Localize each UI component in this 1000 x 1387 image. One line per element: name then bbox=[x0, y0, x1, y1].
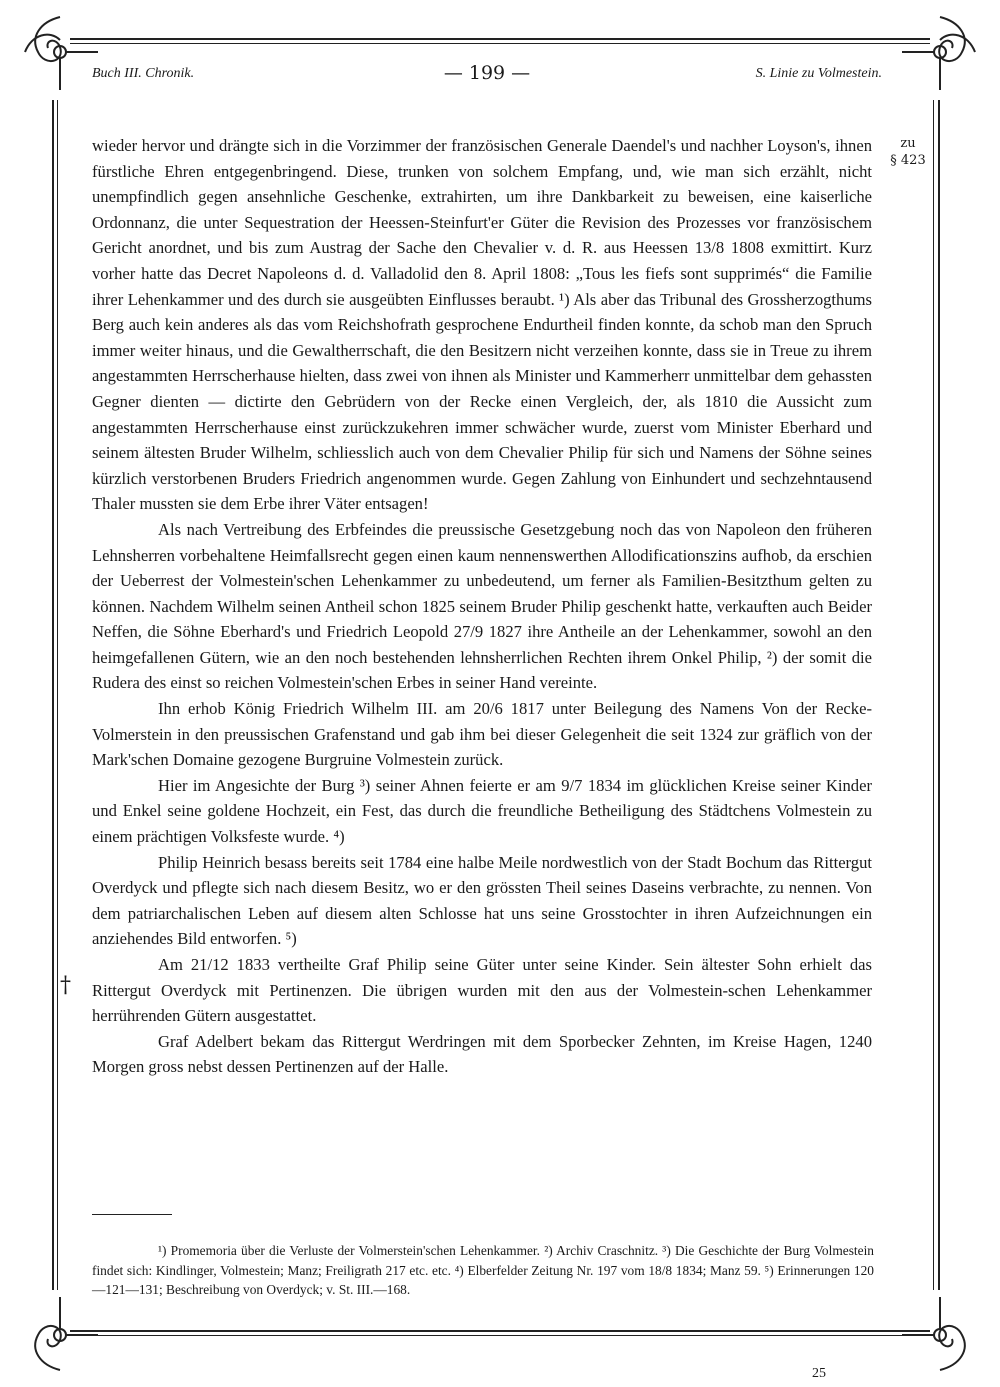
running-header bbox=[92, 62, 882, 92]
corner-ornament-bottom-right bbox=[900, 1295, 980, 1375]
corner-ornament-top-left bbox=[20, 12, 100, 92]
frame-right-line bbox=[938, 100, 940, 1290]
header-left: Buch III. Chronik. bbox=[92, 66, 195, 81]
body-text bbox=[92, 133, 872, 1080]
corner-ornament-bottom-left bbox=[20, 1295, 100, 1375]
footnotes bbox=[92, 1241, 874, 1300]
paragraph-5: Philip Heinrich besass bereits seit 1784 eine halbe Meile nordwestlich von der Stadt Bochum das Rittergut Overdyck und pflegte sich nach diesem Besitz, wo er den grössten Theil seines Daseins verbrachte, zu nennen. Von dem patriarchalischen Leben auf diesem alten Schlosse hat uns seine Grosstochter in ihren Aufzeichnungen ein anziehendes Bild entworfen. ⁵) bbox=[92, 852, 872, 949]
footnote-text: ¹) Promemoria über die Verluste der Volmerstein'schen Lehenkammer. ²) Archiv Craschnitz. ³) Die Geschichte der Burg Volmestein findet sich: Kindlinger, Volmestein; Manz; Freiligrath 217 etc. etc. ⁴) Elberfelder Zeitung Nr. 197 vom 18/8 1834; Manz 59. ⁵) Erinnerungen 120—121—131; Beschreibung von Overdyck; v. St. III.—168. bbox=[92, 1243, 874, 1297]
frame-top-line bbox=[70, 38, 930, 40]
paragraph-7: Graf Adelbert bekam das Rittergut Werdringen mit dem Sporbecker Zehnten, im Kreise Hagen, 1240 Morgen gross nebst dessen Pertinenzen auf der Halle. bbox=[92, 1031, 872, 1077]
margin-note-line2: § 423 bbox=[890, 153, 926, 168]
paragraph-1: wieder hervor und drängte sich in die Vorzimmer der französischen Generale Daendel's und nachher Loyson's, ihnen fürstliche Ehren entgegenbringend. Diese, trunken von solchem Empfang, und, wie man sich erzählt, nicht unempfindlich gegen ansehnliche Geschenke, extrahirten, um ihre Dankbarkeit zu beweisen, eine kaiserliche Ordonnanz, die unter Sequestration der Heessen-Steinfurt'er Güter die Revision des Prozesses vor französischem Gericht anordnet, und bis zum Austrag der Sache den Chevalier v. d. R. aus Heessen 13/8 1808 exmittirt. Kurz vorher hatte das Decret Napoleons d. d. Valladolid den 8. April 1808: „Tous les fiefs sont supprimés“ die Familie ihrer Lehenkammer und des durch sie ausgeübten Einflusses beraubt. ¹) Als aber das Tribunal des Grossherzogthums Berg auch kein anderes als das vom Reichshofrath gesprochene Endurtheil finden konnte, da schob man den Spruch immer weiter hinaus, und die Gewaltherrschaft, die den Besitzern nicht verzeihen konnte, dass sie in Treue zu ihrem angestammten Herrscherhause hielten, dass zwei von ihnen als Minister und Kammerherr unmittelbar dem gehassten Gegner dienten — dictirte den Gebrüdern von der Recke einen Vergleich, der, als 1810 die Aussicht zum angestammten Herrscherhause einst zurückzukehren immer schwächer wurde, zuerst vom Minister Eberhard und seinem ältesten Bruder Wilhelm, schliesslich auch von dem Chevalier Philip für sich und Namens der Söhne seines kürzlich verstorbenen Bruders Friedrich angenommen wurde. Gegen Zahlung von Einhundert und sechzehntausend Thaler mussten sie dem Erbe ihrer Väter entsagen! bbox=[92, 136, 872, 514]
paragraph-2: Als nach Vertreibung des Erbfeindes die preussische Gesetzgebung noch das von Napoleon den früheren Lehnsherren vorbehaltene Heimfallsrecht gegen einen kaum nennenswerthen Allodificationszins aufhob, da erschien der Ueberrest der Volmestein'schen Lehenkammer zu unbedeutend, um ferner als Familien-Besitzthum gelten zu können. Nachdem Wilhelm seinen Antheil schon 1825 seinem Bruder Philip geschenkt hatte, verkauften auch Beider Neffen, die Söhne Eberhard's und Friedrich Leopold 27/9 1827 ihre Antheile an der Lehenkammer, sowohl an den heimgefallenen Gütern, wie an den noch bestehenden lehnsherrlichen Rechten ihrem Onkel Philip, ²) der somit die Rudera des einst so reichen Volmestein'schen Erbes in seiner Hand vereinte. bbox=[92, 519, 872, 693]
page-number: — 199 — bbox=[443, 62, 531, 84]
frame-right-line-inner bbox=[933, 100, 934, 1290]
header-right: S. Linie zu Volmestein. bbox=[755, 66, 882, 81]
bottom-page-number: 25 bbox=[812, 1366, 826, 1381]
frame-bottom-line-inner bbox=[70, 1335, 930, 1336]
margin-note-line1: zu bbox=[900, 136, 916, 151]
margin-note bbox=[888, 135, 928, 169]
paragraph-4: Hier im Angesichte der Burg ³) seiner Ahnen feierte er am 9/7 1834 im glücklichen Kreise seiner Kinder und Enkel seine goldene Hochzeit, ein Fest, das durch die freundliche Betheiligung des Städtchens Volmestein zu einem prächtigen Volksfeste wurde. ⁴) bbox=[92, 775, 872, 847]
frame-bottom-line bbox=[70, 1330, 930, 1332]
frame-left-line-inner bbox=[57, 100, 58, 1290]
footnote-separator bbox=[92, 1214, 172, 1215]
paragraph-6: Am 21/12 1833 vertheilte Graf Philip seine Güter unter seine Kinder. Sein ältester Sohn erhielt das Rittergut Overdyck mit Pertinenzen. Die übrigen wurden mit den aus der Volmestein-schen Lehenkammer herrührenden Gütern ausgestattet. bbox=[92, 955, 872, 1026]
paragraph-3: Ihn erhob König Friedrich Wilhelm III. am 20/6 1817 unter Beilegung des Namens Von der Recke-Volmerstein in den preussischen Grafenstand und gab ihm bei dieser Gelegenheit die seit 1324 zur gräflich von der Mark'schen Domaine gezogene Burgruine Volmestein zurück. bbox=[92, 699, 872, 770]
corner-ornament-top-right bbox=[900, 12, 980, 92]
frame-top-line-inner bbox=[70, 43, 930, 44]
frame-left-line bbox=[52, 100, 54, 1290]
dagger-mark: † bbox=[60, 973, 71, 998]
